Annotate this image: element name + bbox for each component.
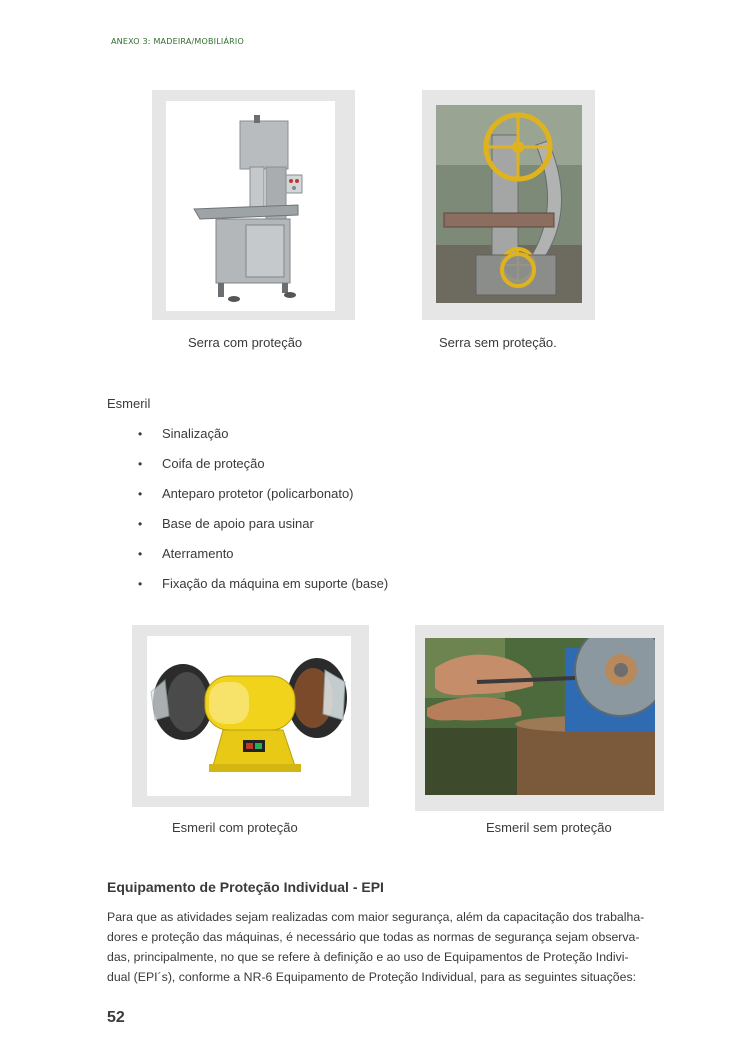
epi-paragraph <box>107 907 667 987</box>
running-header: ANEXO 3: MADEIRA/MOBILIÁRIO <box>111 37 244 46</box>
bullet-icon: • <box>138 457 143 471</box>
paragraph-line: dores e proteção das máquinas, é necessário que todas as normas de segurança sejam observa- <box>107 930 640 944</box>
list-item-text: Anteparo protetor (policarbonato) <box>162 486 354 501</box>
grinder-unprotected-image <box>425 638 655 795</box>
list-item-text: Coifa de proteção <box>162 456 265 471</box>
list-item-text: Fixação da máquina em suporte (base) <box>162 576 389 591</box>
saw-protected-image <box>166 101 335 311</box>
bullet-icon: • <box>138 577 143 591</box>
saw-unprotected-image <box>436 105 582 303</box>
photo-frame-grinder-protected <box>132 625 369 807</box>
caption-saw-unprotected: Serra sem proteção. <box>439 335 557 350</box>
list-item-text: Base de apoio para usinar <box>162 516 314 531</box>
bullet-icon: • <box>138 517 143 531</box>
bullet-icon: • <box>138 547 143 561</box>
page-number: 52 <box>107 1009 125 1026</box>
bullet-icon: • <box>138 487 143 501</box>
paragraph-line: das, principalmente, no que se refere à definição e ao uso de Equipamentos de Proteção Indivi- <box>107 950 629 964</box>
photo-frame-saw-unprotected <box>422 90 595 320</box>
list-item-text: Aterramento <box>162 546 234 561</box>
photo-frame-grinder-unprotected <box>415 625 664 811</box>
section-heading-epi: Equipamento de Proteção Individual - EPI <box>107 879 384 895</box>
grinder-protected-image <box>147 636 351 796</box>
paragraph-line: dual (EPI´s), conforme a NR-6 Equipamento de Proteção Individual, para as seguintes situações: <box>107 970 637 984</box>
caption-grinder-unprotected: Esmeril sem proteção <box>486 820 612 835</box>
paragraph-line: Para que as atividades sejam realizadas com maior segurança, além da capacitação dos trabalha- <box>107 910 645 924</box>
caption-saw-protected: Serra com proteção <box>188 335 303 350</box>
list-item-text: Sinalização <box>162 426 229 441</box>
caption-grinder-protected: Esmeril com proteção <box>172 820 298 835</box>
photo-frame-saw-protected <box>152 90 355 320</box>
section-label-esmeril: Esmeril <box>107 396 151 411</box>
bullet-icon: • <box>138 427 143 441</box>
